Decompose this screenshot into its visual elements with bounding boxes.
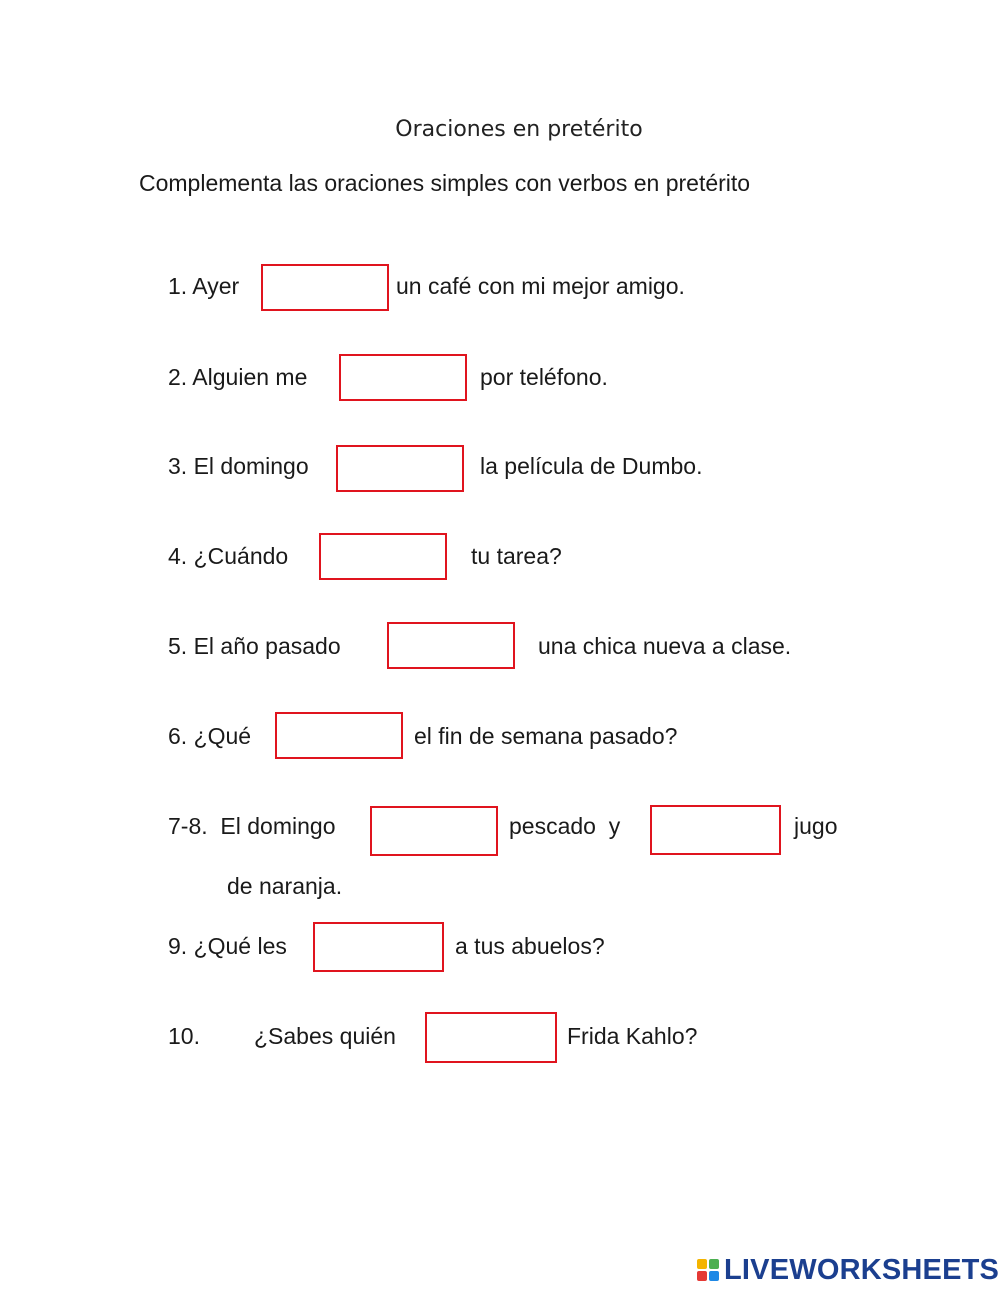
logo-text: LIVEWORKSHEETS (724, 1254, 1000, 1286)
sentence-2-start: 2. Alguien me (168, 364, 308, 390)
answer-input-10[interactable] (425, 1012, 557, 1063)
sentence-5-end: una chica nueva a clase. (538, 633, 792, 659)
mark-square-green (709, 1259, 719, 1269)
sentence-6-start: 6. ¿Qué (168, 723, 252, 749)
answer-input-6[interactable] (275, 712, 403, 759)
sentence-5-start: 5. El año pasado (168, 633, 341, 659)
answer-input-5[interactable] (387, 622, 515, 669)
sentence-3-start: 3. El domingo (168, 453, 309, 479)
sentence-10-number: 10. (168, 1023, 200, 1049)
sentence-1-end: un café con mi mejor amigo. (396, 273, 685, 299)
answer-input-8[interactable] (650, 805, 781, 855)
page-title: Oraciones en pretérito (395, 117, 643, 142)
answer-input-3[interactable] (336, 445, 464, 492)
sentence-8-continuation: de naranja. (227, 873, 343, 899)
sentence-4-end: tu tarea? (471, 543, 562, 569)
sentence-1-start: 1. Ayer (168, 273, 240, 299)
sentence-6-end: el fin de semana pasado? (414, 723, 678, 749)
answer-input-2[interactable] (339, 354, 467, 401)
sentence-7-start: 7-8. El domingo (168, 813, 336, 839)
sentence-9-end: a tus abuelos? (455, 933, 605, 959)
sentence-3-end: la película de Dumbo. (480, 453, 703, 479)
sentence-8-end: jugo (794, 813, 838, 839)
answer-input-1[interactable] (261, 264, 389, 311)
answer-input-4[interactable] (319, 533, 447, 580)
sentence-7-middle: pescado y (509, 813, 621, 839)
sentence-9-start: 9. ¿Qué les (168, 933, 287, 959)
mark-square-red (697, 1271, 707, 1281)
liveworksheets-mark-icon (697, 1259, 721, 1283)
mark-square-blue (709, 1271, 719, 1281)
instructions: Complementa las oraciones simples con verbos en pretérito (139, 170, 751, 196)
answer-input-7[interactable] (370, 806, 498, 856)
answer-input-9[interactable] (313, 922, 444, 972)
liveworksheets-logo[interactable] (697, 1254, 999, 1287)
sentence-2-end: por teléfono. (480, 364, 608, 390)
sentence-4-start: 4. ¿Cuándo (168, 543, 289, 569)
sentence-10-start: ¿Sabes quién (254, 1023, 396, 1049)
sentence-10-end: Frida Kahlo? (567, 1023, 698, 1049)
mark-square-yellow (697, 1259, 707, 1269)
